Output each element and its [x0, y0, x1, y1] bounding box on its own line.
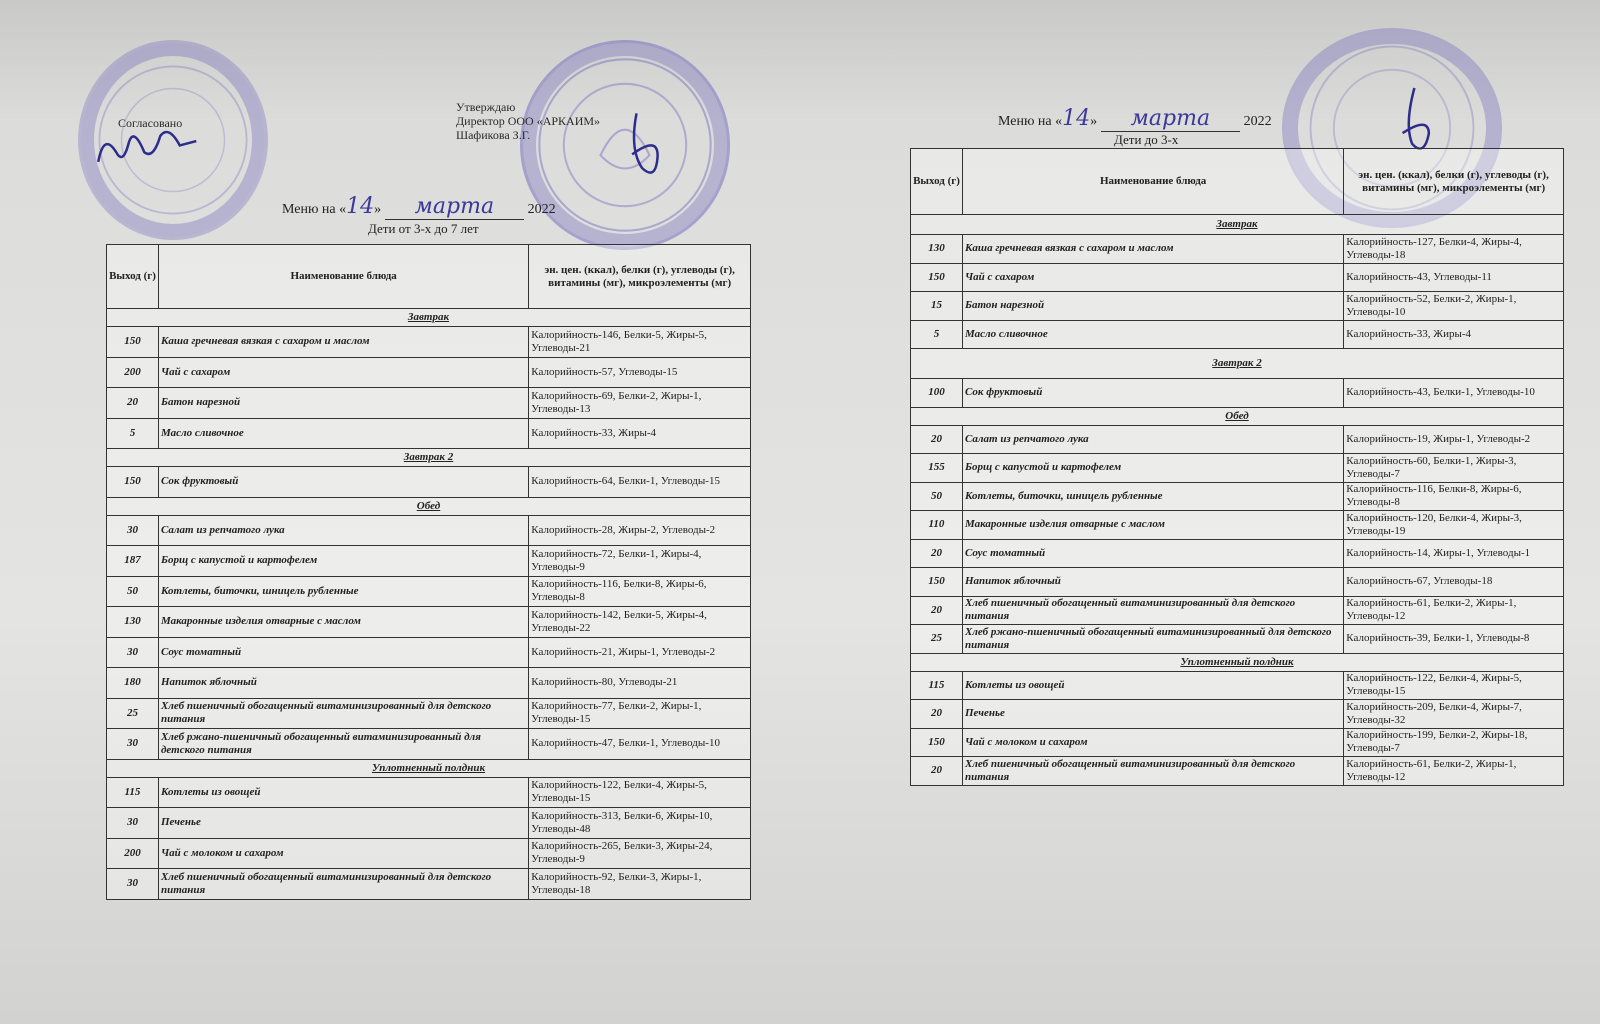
dish-name: Борщ с капустой и картофелем — [158, 546, 528, 577]
left-menu-year: 2022 — [524, 202, 556, 217]
header-name: Наименование блюда — [962, 149, 1343, 215]
left-subtitle: Дети от 3-х до 7 лет — [368, 221, 479, 236]
table-row — [911, 757, 1564, 786]
dish-weight: 30 — [107, 515, 159, 546]
dish-nutrition: Калорийность-67, Углеводы-18 — [1344, 568, 1564, 597]
table-row — [107, 607, 751, 638]
section-row — [107, 449, 751, 467]
table-row — [107, 668, 751, 699]
dish-name: Батон нарезной — [962, 292, 1343, 321]
dish-nutrition: Калорийность-52, Белки-2, Жиры-1, Углеводы-10 — [1344, 292, 1564, 321]
dish-weight: 20 — [911, 757, 963, 786]
dish-nutrition: Калорийность-64, Белки-1, Углеводы-15 — [529, 467, 751, 498]
dish-nutrition: Калорийность-61, Белки-2, Жиры-1, Углеводы-12 — [1344, 757, 1564, 786]
section-row — [911, 653, 1564, 671]
table-row — [107, 546, 751, 577]
dish-weight: 100 — [911, 379, 963, 408]
section-row — [911, 349, 1564, 379]
dish-nutrition: Калорийность-14, Жиры-1, Углеводы-1 — [1344, 539, 1564, 568]
dish-weight: 30 — [107, 869, 159, 900]
dish-nutrition: Калорийность-33, Жиры-4 — [529, 418, 751, 449]
section-title: Завтрак 2 — [107, 449, 751, 467]
table-row — [107, 729, 751, 760]
dish-nutrition: Калорийность-142, Белки-5, Жиры-4, Углеводы-22 — [529, 607, 751, 638]
table-row — [107, 808, 751, 839]
dish-nutrition: Калорийность-127, Белки-4, Жиры-4, Углеводы-18 — [1344, 235, 1564, 264]
header-nutr: эн. цен. (ккал), белки (г), углеводы (г), витамины (мг), микроэлементы (мг) — [1344, 149, 1564, 215]
right-subtitle: Дети до 3-х — [1114, 132, 1179, 147]
header-out: Выход (г) — [911, 149, 963, 215]
dish-weight: 155 — [911, 454, 963, 483]
dish-weight: 150 — [107, 467, 159, 498]
dish-name: Соус томатный — [962, 539, 1343, 568]
dish-name: Борщ с капустой и картофелем — [962, 454, 1343, 483]
left-menu-table — [106, 244, 751, 900]
dish-nutrition: Калорийность-116, Белки-8, Жиры-6, Углеводы-8 — [1344, 482, 1564, 511]
table-row — [107, 576, 751, 607]
right-menu-month: марта — [1101, 106, 1240, 132]
table-row — [911, 454, 1564, 483]
dish-name: Хлеб ржано-пшеничный обогащенный витаминизированный для детского питания — [158, 729, 528, 760]
dish-nutrition: Калорийность-146, Белки-5, Жиры-5, Углеводы-21 — [529, 327, 751, 358]
dish-weight: 30 — [107, 637, 159, 668]
dish-nutrition: Калорийность-122, Белки-4, Жиры-5, Углеводы-15 — [1344, 671, 1564, 700]
dish-name: Чай с молоком и сахаром — [962, 728, 1343, 757]
dish-weight: 30 — [107, 729, 159, 760]
dish-name: Хлеб пшеничный обогащенный витаминизированный для детского питания — [158, 698, 528, 729]
table-row — [107, 838, 751, 869]
right-menu-title — [998, 106, 1272, 131]
dish-name: Хлеб пшеничный обогащенный витаминизированный для детского питания — [158, 869, 528, 900]
dish-weight: 5 — [107, 418, 159, 449]
dish-weight: 25 — [911, 625, 963, 654]
table-row — [911, 671, 1564, 700]
table-row — [911, 320, 1564, 349]
dish-weight: 200 — [107, 838, 159, 869]
right-menu-prefix: Меню на « — [998, 114, 1063, 129]
dish-weight: 20 — [911, 425, 963, 454]
dish-name: Салат из репчатого лука — [158, 515, 528, 546]
dish-weight: 130 — [107, 607, 159, 638]
agreed-label: Согласовано — [118, 116, 183, 130]
dish-weight: 5 — [911, 320, 963, 349]
dish-name: Печенье — [158, 808, 528, 839]
dish-name: Котлеты, биточки, шницель рубленные — [962, 482, 1343, 511]
dish-nutrition: Калорийность-116, Белки-8, Жиры-6, Углеводы-8 — [529, 576, 751, 607]
section-title: Завтрак — [911, 215, 1564, 235]
approve-line2: Директор ООО «АРКАИМ» — [456, 114, 601, 128]
section-row — [107, 759, 751, 777]
dish-name: Каша гречневая вязкая с сахаром и маслом — [962, 235, 1343, 264]
right-menu-mid: » — [1090, 114, 1101, 129]
dish-name: Хлеб пшеничный обогащенный витаминизированный для детского питания — [962, 757, 1343, 786]
dish-nutrition: Калорийность-313, Белки-6, Жиры-10, Углеводы-48 — [529, 808, 751, 839]
dish-weight: 130 — [911, 235, 963, 264]
dish-nutrition: Калорийность-19, Жиры-1, Углеводы-2 — [1344, 425, 1564, 454]
table-row — [911, 511, 1564, 540]
dish-nutrition: Калорийность-60, Белки-1, Жиры-3, Углеводы-7 — [1344, 454, 1564, 483]
dish-weight: 150 — [911, 728, 963, 757]
dish-nutrition: Калорийность-43, Углеводы-11 — [1344, 263, 1564, 292]
dish-weight: 150 — [107, 327, 159, 358]
section-row — [911, 407, 1564, 425]
dish-name: Хлеб пшеничный обогащенный витаминизированный для детского питания — [962, 596, 1343, 625]
dish-nutrition: Калорийность-69, Белки-2, Жиры-1, Углеводы-13 — [529, 388, 751, 419]
table-row — [911, 482, 1564, 511]
approve-line3: Шафикова З.Г. — [456, 128, 531, 142]
section-title: Уплотненный полдник — [911, 653, 1564, 671]
table-row — [911, 425, 1564, 454]
dish-nutrition: Калорийность-199, Белки-2, Жиры-18, Углеводы-7 — [1344, 728, 1564, 757]
table-row — [911, 539, 1564, 568]
dish-nutrition: Калорийность-57, Углеводы-15 — [529, 357, 751, 388]
right-menu-year: 2022 — [1240, 114, 1272, 129]
dish-name: Масло сливочное — [962, 320, 1343, 349]
dish-name: Сок фруктовый — [158, 467, 528, 498]
table-row — [107, 467, 751, 498]
table-row — [107, 327, 751, 358]
table-row — [911, 728, 1564, 757]
dish-name: Котлеты, биточки, шницель рубленные — [158, 576, 528, 607]
dish-name: Напиток яблочный — [962, 568, 1343, 597]
signature-center — [606, 104, 678, 200]
table-row — [911, 379, 1564, 408]
left-menu-prefix: Меню на « — [282, 202, 347, 217]
dish-name: Котлеты из овощей — [962, 671, 1343, 700]
dish-name: Напиток яблочный — [158, 668, 528, 699]
dish-weight: 115 — [107, 777, 159, 808]
table-row — [911, 263, 1564, 292]
dish-nutrition: Калорийность-61, Белки-2, Жиры-1, Углеводы-12 — [1344, 596, 1564, 625]
header-name: Наименование блюда — [158, 245, 528, 309]
dish-nutrition: Калорийность-33, Жиры-4 — [1344, 320, 1564, 349]
dish-weight: 150 — [911, 568, 963, 597]
section-title: Завтрак — [107, 309, 751, 327]
header-out: Выход (г) — [107, 245, 159, 309]
table-row — [107, 388, 751, 419]
dish-nutrition: Калорийность-77, Белки-2, Жиры-1, Углеводы-15 — [529, 698, 751, 729]
dish-name: Печенье — [962, 700, 1343, 729]
table-row — [107, 698, 751, 729]
table-row — [107, 637, 751, 668]
table-row — [107, 418, 751, 449]
header-nutr: эн. цен. (ккал), белки (г), углеводы (г), витамины (мг), микроэлементы (мг) — [529, 245, 751, 309]
dish-weight: 15 — [911, 292, 963, 321]
section-title: Завтрак 2 — [911, 349, 1564, 379]
section-title: Уплотненный полдник — [107, 759, 751, 777]
table-row — [911, 625, 1564, 654]
approve-block — [456, 100, 600, 142]
dish-name: Макаронные изделия отварные с маслом — [158, 607, 528, 638]
dish-name: Хлеб ржано-пшеничный обогащенный витаминизированный для детского питания — [962, 625, 1343, 654]
dish-weight: 150 — [911, 263, 963, 292]
dish-name: Чай с молоком и сахаром — [158, 838, 528, 869]
approve-line1: Утверждаю — [456, 100, 516, 114]
table-row — [911, 292, 1564, 321]
table-row — [911, 568, 1564, 597]
section-row — [911, 215, 1564, 235]
dish-name: Чай с сахаром — [158, 357, 528, 388]
left-menu-mid: » — [374, 202, 385, 217]
dish-name: Сок фруктовый — [962, 379, 1343, 408]
dish-weight: 20 — [911, 596, 963, 625]
table-row — [911, 700, 1564, 729]
left-menu-title — [282, 194, 556, 219]
dish-name: Макаронные изделия отварные с маслом — [962, 511, 1343, 540]
right-menu-table — [910, 148, 1564, 786]
dish-nutrition: Калорийность-92, Белки-3, Жиры-1, Углеводы-18 — [529, 869, 751, 900]
section-title: Обед — [911, 407, 1564, 425]
section-title: Обед — [107, 497, 751, 515]
dish-weight: 50 — [911, 482, 963, 511]
dish-nutrition: Калорийность-265, Белки-3, Жиры-24, Углеводы-9 — [529, 838, 751, 869]
dish-name: Салат из репчатого лука — [962, 425, 1343, 454]
dish-weight: 20 — [911, 539, 963, 568]
table-row — [107, 869, 751, 900]
dish-name: Батон нарезной — [158, 388, 528, 419]
dish-nutrition: Калорийность-47, Белки-1, Углеводы-10 — [529, 729, 751, 760]
dish-nutrition: Калорийность-39, Белки-1, Углеводы-8 — [1344, 625, 1564, 654]
dish-weight: 200 — [107, 357, 159, 388]
dish-weight: 187 — [107, 546, 159, 577]
right-menu-day: 14 — [1062, 106, 1091, 131]
dish-weight: 50 — [107, 576, 159, 607]
dish-weight: 30 — [107, 808, 159, 839]
table-row — [107, 515, 751, 546]
dish-weight: 20 — [107, 388, 159, 419]
dish-name: Котлеты из овощей — [158, 777, 528, 808]
section-row — [107, 497, 751, 515]
dish-weight: 180 — [107, 668, 159, 699]
left-menu-month: марта — [385, 194, 524, 220]
dish-weight: 20 — [911, 700, 963, 729]
dish-weight: 25 — [107, 698, 159, 729]
dish-weight: 110 — [911, 511, 963, 540]
table-row — [107, 777, 751, 808]
dish-nutrition: Калорийность-28, Жиры-2, Углеводы-2 — [529, 515, 751, 546]
dish-nutrition: Калорийность-43, Белки-1, Углеводы-10 — [1344, 379, 1564, 408]
dish-nutrition: Калорийность-122, Белки-4, Жиры-5, Углеводы-15 — [529, 777, 751, 808]
table-row — [107, 357, 751, 388]
section-row — [107, 309, 751, 327]
table-row — [911, 235, 1564, 264]
dish-nutrition: Калорийность-80, Углеводы-21 — [529, 668, 751, 699]
dish-name: Чай с сахаром — [962, 263, 1343, 292]
table-row — [911, 596, 1564, 625]
dish-weight: 115 — [911, 671, 963, 700]
dish-nutrition: Калорийность-21, Жиры-1, Углеводы-2 — [529, 637, 751, 668]
dish-nutrition: Калорийность-120, Белки-4, Жиры-3, Углеводы-19 — [1344, 511, 1564, 540]
dish-name: Каша гречневая вязкая с сахаром и маслом — [158, 327, 528, 358]
dish-name: Соус томатный — [158, 637, 528, 668]
dish-nutrition: Калорийность-72, Белки-1, Жиры-4, Углеводы-9 — [529, 546, 751, 577]
dish-name: Масло сливочное — [158, 418, 528, 449]
dish-nutrition: Калорийность-209, Белки-4, Жиры-7, Углеводы-32 — [1344, 700, 1564, 729]
left-menu-day: 14 — [346, 194, 375, 219]
